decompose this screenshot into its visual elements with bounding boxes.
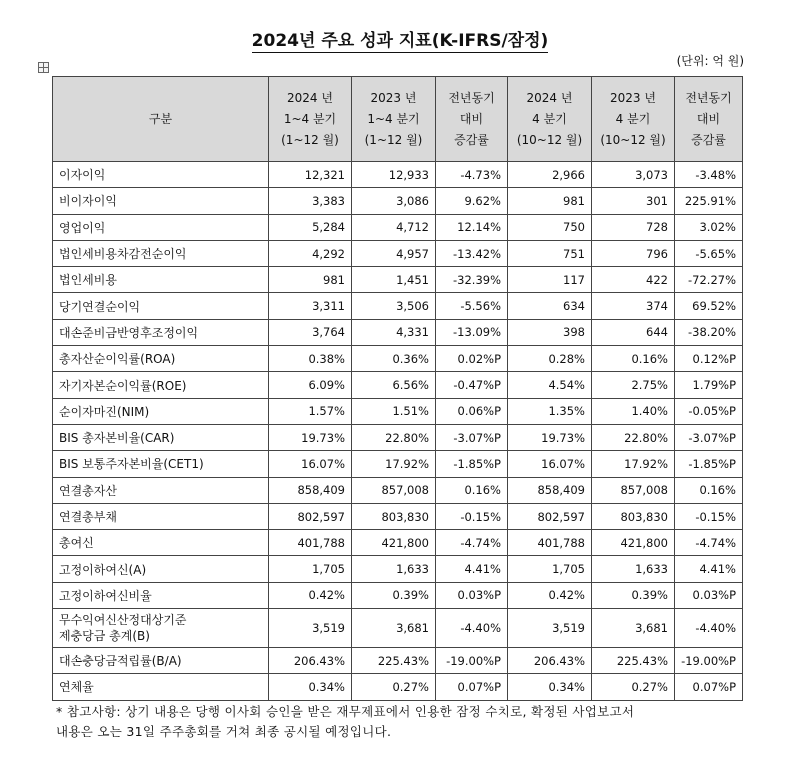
- row-label: BIS 총자본비율(CAR): [53, 424, 269, 450]
- value-cell: 401,788: [508, 530, 592, 556]
- value-cell: 0.16%: [592, 346, 675, 372]
- value-cell: 1,705: [269, 556, 352, 582]
- row-label: [53, 609, 269, 648]
- value-cell: 1.40%: [592, 398, 675, 424]
- value-cell: 301: [592, 188, 675, 214]
- value-cell: 0.16%: [436, 477, 508, 503]
- value-cell: 12.14%: [436, 214, 508, 240]
- value-cell: 634: [508, 293, 592, 319]
- value-cell: 0.07%P: [675, 674, 743, 700]
- value-cell: 6.56%: [352, 372, 436, 398]
- value-cell: -5.56%: [436, 293, 508, 319]
- row-label: 이자이익: [53, 162, 269, 188]
- value-cell: 751: [508, 240, 592, 266]
- row-label: 연결총부채: [53, 503, 269, 529]
- value-cell: 225.43%: [352, 648, 436, 674]
- value-cell: 4,957: [352, 240, 436, 266]
- value-cell: 206.43%: [269, 648, 352, 674]
- value-cell: 19.73%: [269, 424, 352, 450]
- table-row: [53, 503, 743, 529]
- table-row: [53, 424, 743, 450]
- value-cell: 206.43%: [508, 648, 592, 674]
- performance-table: [52, 76, 743, 701]
- value-cell: -3.07%P: [675, 424, 743, 450]
- header-yoy-change-q4: 전년동기 대비 증감률: [675, 77, 743, 162]
- value-cell: 0.03%P: [436, 582, 508, 608]
- value-cell: -4.74%: [436, 530, 508, 556]
- value-cell: 3,681: [352, 609, 436, 648]
- value-cell: 17.92%: [592, 451, 675, 477]
- value-cell: -4.73%: [436, 162, 508, 188]
- table-row: [53, 530, 743, 556]
- value-cell: 0.34%: [508, 674, 592, 700]
- value-cell: 4,331: [352, 319, 436, 345]
- value-cell: 1.51%: [352, 398, 436, 424]
- value-cell: -32.39%: [436, 267, 508, 293]
- value-cell: 3,519: [508, 609, 592, 648]
- value-cell: 0.27%: [352, 674, 436, 700]
- value-cell: -38.20%: [675, 319, 743, 345]
- value-cell: 0.16%: [675, 477, 743, 503]
- value-cell: 0.39%: [352, 582, 436, 608]
- row-label: 당기연결순이익: [53, 293, 269, 319]
- table-body: [53, 162, 743, 701]
- table-row: [53, 609, 743, 648]
- row-label-line: 제충당금 총계(B): [59, 629, 150, 644]
- value-cell: 750: [508, 214, 592, 240]
- table-row: [53, 451, 743, 477]
- table-row: [53, 372, 743, 398]
- value-cell: 12,321: [269, 162, 352, 188]
- table-row: [53, 162, 743, 188]
- value-cell: 5,284: [269, 214, 352, 240]
- unit-label: (단위: 억 원): [676, 54, 744, 68]
- value-cell: 1,705: [508, 556, 592, 582]
- value-cell: -5.65%: [675, 240, 743, 266]
- value-cell: 69.52%: [675, 293, 743, 319]
- value-cell: 857,008: [352, 477, 436, 503]
- value-cell: 981: [269, 267, 352, 293]
- value-cell: -19.00%P: [436, 648, 508, 674]
- value-cell: 421,800: [352, 530, 436, 556]
- value-cell: 0.07%P: [436, 674, 508, 700]
- value-cell: 3,506: [352, 293, 436, 319]
- footnote-line: * 참고사항: 상기 내용은 당행 이사회 승인을 받은 재무제표에서 인용한 잠정 수치로, 확정된 사업보고서: [56, 704, 635, 719]
- value-cell: 2.75%: [592, 372, 675, 398]
- value-cell: 422: [592, 267, 675, 293]
- value-cell: 1,633: [592, 556, 675, 582]
- value-cell: 1,633: [352, 556, 436, 582]
- header-yoy-change-annual: 전년동기 대비 증감률: [436, 77, 508, 162]
- table-row: [53, 188, 743, 214]
- table-row: [53, 648, 743, 674]
- value-cell: 0.34%: [269, 674, 352, 700]
- row-label: 법인세비용차감전순이익: [53, 240, 269, 266]
- value-cell: -13.42%: [436, 240, 508, 266]
- value-cell: 803,830: [352, 503, 436, 529]
- row-label: 연결총자산: [53, 477, 269, 503]
- row-label: 비이자이익: [53, 188, 269, 214]
- value-cell: 16.07%: [508, 451, 592, 477]
- value-cell: 4.41%: [436, 556, 508, 582]
- value-cell: -1.85%P: [675, 451, 743, 477]
- value-cell: 981: [508, 188, 592, 214]
- row-label: 총여신: [53, 530, 269, 556]
- table-row: [53, 319, 743, 345]
- value-cell: 1.79%P: [675, 372, 743, 398]
- row-label: 순이자마진(NIM): [53, 398, 269, 424]
- value-cell: -4.40%: [675, 609, 743, 648]
- header-2024-full-year: 2024 년 1~4 분기 (1~12 월): [269, 77, 352, 162]
- value-cell: 3,519: [269, 609, 352, 648]
- value-cell: 0.12%P: [675, 346, 743, 372]
- row-label: 영업이익: [53, 214, 269, 240]
- value-cell: 803,830: [592, 503, 675, 529]
- value-cell: 0.38%: [269, 346, 352, 372]
- value-cell: 22.80%: [352, 424, 436, 450]
- value-cell: -0.47%P: [436, 372, 508, 398]
- value-cell: 3,764: [269, 319, 352, 345]
- value-cell: 2,966: [508, 162, 592, 188]
- value-cell: 374: [592, 293, 675, 319]
- value-cell: 6.09%: [269, 372, 352, 398]
- value-cell: 0.36%: [352, 346, 436, 372]
- value-cell: 728: [592, 214, 675, 240]
- value-cell: 3,681: [592, 609, 675, 648]
- value-cell: 644: [592, 319, 675, 345]
- value-cell: 401,788: [269, 530, 352, 556]
- value-cell: 858,409: [508, 477, 592, 503]
- value-cell: 117: [508, 267, 592, 293]
- table-row: [53, 674, 743, 700]
- value-cell: 802,597: [269, 503, 352, 529]
- table-row: [53, 398, 743, 424]
- value-cell: 0.27%: [592, 674, 675, 700]
- value-cell: 0.06%P: [436, 398, 508, 424]
- value-cell: 12,933: [352, 162, 436, 188]
- value-cell: -1.85%P: [436, 451, 508, 477]
- row-label: 자기자본순이익률(ROE): [53, 372, 269, 398]
- value-cell: 3,073: [592, 162, 675, 188]
- row-label: 고정이하여신비율: [53, 582, 269, 608]
- value-cell: 3,383: [269, 188, 352, 214]
- table-select-handle-icon[interactable]: [38, 62, 49, 73]
- value-cell: 1.57%: [269, 398, 352, 424]
- value-cell: 3,086: [352, 188, 436, 214]
- value-cell: -19.00%P: [675, 648, 743, 674]
- value-cell: -4.40%: [436, 609, 508, 648]
- row-label: 대손충당금적립률(B/A): [53, 648, 269, 674]
- value-cell: 4,712: [352, 214, 436, 240]
- value-cell: 9.62%: [436, 188, 508, 214]
- header-2023-full-year: 2023 년 1~4 분기 (1~12 월): [352, 77, 436, 162]
- value-cell: 0.42%: [508, 582, 592, 608]
- table-row: [53, 293, 743, 319]
- value-cell: -0.15%: [436, 503, 508, 529]
- value-cell: 19.73%: [508, 424, 592, 450]
- value-cell: 3,311: [269, 293, 352, 319]
- value-cell: 796: [592, 240, 675, 266]
- table-row: [53, 214, 743, 240]
- row-label: 법인세비용: [53, 267, 269, 293]
- value-cell: 17.92%: [352, 451, 436, 477]
- row-label: 대손준비금반영후조정이익: [53, 319, 269, 345]
- footnote-line: 내용은 오는 31일 주주총회를 거쳐 최종 공시될 예정입니다.: [56, 724, 392, 739]
- value-cell: 802,597: [508, 503, 592, 529]
- table-row: [53, 477, 743, 503]
- value-cell: -3.07%P: [436, 424, 508, 450]
- value-cell: 0.03%P: [675, 582, 743, 608]
- table-row: [53, 240, 743, 266]
- table-row: [53, 267, 743, 293]
- value-cell: 858,409: [269, 477, 352, 503]
- value-cell: 4,292: [269, 240, 352, 266]
- value-cell: -0.05%P: [675, 398, 743, 424]
- value-cell: 4.41%: [675, 556, 743, 582]
- table-row: [53, 556, 743, 582]
- value-cell: 0.28%: [508, 346, 592, 372]
- document-title: 2024년 주요 성과 지표(K-IFRS/잠정): [251, 31, 549, 51]
- table-row: [53, 582, 743, 608]
- value-cell: 1.35%: [508, 398, 592, 424]
- value-cell: 3.02%: [675, 214, 743, 240]
- row-label: 연체율: [53, 674, 269, 700]
- value-cell: -0.15%: [675, 503, 743, 529]
- value-cell: 0.39%: [592, 582, 675, 608]
- value-cell: 0.42%: [269, 582, 352, 608]
- value-cell: -4.74%: [675, 530, 743, 556]
- footnote: [56, 702, 756, 742]
- row-label: 고정이하여신(A): [53, 556, 269, 582]
- value-cell: 0.02%P: [436, 346, 508, 372]
- row-label: 총자산순이익률(ROA): [53, 346, 269, 372]
- row-label-line: 무수익여신산정대상기준: [59, 613, 187, 628]
- value-cell: 1,451: [352, 267, 436, 293]
- value-cell: -3.48%: [675, 162, 743, 188]
- value-cell: 857,008: [592, 477, 675, 503]
- value-cell: 4.54%: [508, 372, 592, 398]
- header-category: 구분: [53, 77, 269, 162]
- header-2023-q4: 2023 년 4 분기 (10~12 월): [592, 77, 675, 162]
- header-2024-q4: 2024 년 4 분기 (10~12 월): [508, 77, 592, 162]
- value-cell: 22.80%: [592, 424, 675, 450]
- value-cell: 421,800: [592, 530, 675, 556]
- table-header-row: [53, 77, 743, 162]
- row-label: BIS 보통주자본비율(CET1): [53, 451, 269, 477]
- value-cell: 16.07%: [269, 451, 352, 477]
- value-cell: 225.43%: [592, 648, 675, 674]
- value-cell: -13.09%: [436, 319, 508, 345]
- value-cell: 398: [508, 319, 592, 345]
- table-row: [53, 346, 743, 372]
- value-cell: -72.27%: [675, 267, 743, 293]
- value-cell: 225.91%: [675, 188, 743, 214]
